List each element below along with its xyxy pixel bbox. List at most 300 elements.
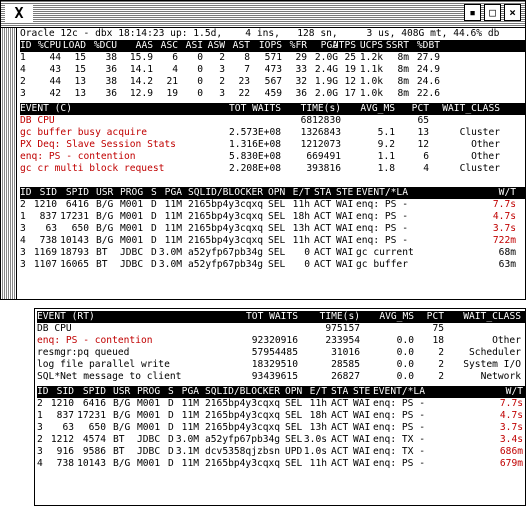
cell: 26827 bbox=[331, 371, 360, 382]
cell: 2165bp4y3cqxq bbox=[205, 398, 281, 409]
cell: 2165bp4y3cqxq bbox=[205, 422, 281, 433]
cell: WAI bbox=[336, 223, 354, 234]
cell: 9586 bbox=[82, 446, 106, 457]
column-header: E/T bbox=[292, 187, 310, 198]
cell: 17 bbox=[344, 88, 356, 99]
column-header: PGA bbox=[320, 40, 338, 51]
cell: 1212073 bbox=[300, 139, 341, 150]
instance-table-header bbox=[20, 40, 525, 52]
cell: 1.2k bbox=[359, 52, 383, 63]
cell: 11h bbox=[309, 458, 327, 469]
session-row bbox=[37, 446, 525, 458]
cell: 650 bbox=[88, 422, 106, 433]
cell: ACT bbox=[331, 458, 349, 469]
cell: 11h bbox=[292, 199, 310, 210]
cell: 459 bbox=[264, 88, 282, 99]
cell: M001 bbox=[120, 235, 144, 246]
cell: B/G bbox=[96, 199, 114, 210]
cell: 2165bp4y3cqxq bbox=[205, 458, 281, 469]
cell: WAI bbox=[353, 422, 371, 433]
column-header: STA bbox=[331, 386, 349, 397]
event-row bbox=[20, 151, 525, 163]
column-header: SID bbox=[56, 386, 74, 397]
cell: 11h bbox=[292, 235, 310, 246]
cell: 8 bbox=[244, 52, 250, 63]
cell: 23 bbox=[238, 76, 250, 87]
minimize-button[interactable]: ▪ bbox=[464, 4, 481, 21]
cell: M001 bbox=[137, 458, 161, 469]
session-row bbox=[20, 259, 525, 271]
cell: enq: TX - bbox=[373, 434, 425, 445]
cell: 5.830E+08 bbox=[229, 151, 281, 162]
column-header: S bbox=[168, 386, 174, 397]
cell: 8m bbox=[397, 64, 409, 75]
cell: SEL bbox=[285, 434, 303, 445]
cell: 3 bbox=[219, 88, 225, 99]
cell: 0 bbox=[304, 247, 310, 258]
cell: 12 bbox=[344, 76, 356, 87]
cell: ACT bbox=[331, 446, 349, 457]
cell: 11M bbox=[181, 398, 199, 409]
event-table-2 bbox=[37, 323, 525, 383]
cell: 393816 bbox=[306, 163, 341, 174]
cell: 2 bbox=[219, 52, 225, 63]
column-header: PROG bbox=[120, 187, 144, 198]
column-header: EVENT/*LA bbox=[356, 187, 408, 198]
session-row bbox=[37, 434, 525, 446]
cell: 3 bbox=[37, 446, 43, 457]
cell: 13 bbox=[74, 76, 86, 87]
cell: 567 bbox=[264, 76, 282, 87]
session-row bbox=[37, 398, 525, 410]
cell: D bbox=[151, 211, 157, 222]
cell: 1.316E+08 bbox=[229, 139, 281, 150]
cell: 11M bbox=[164, 235, 182, 246]
event-row bbox=[37, 347, 525, 359]
cell: enq: PS - bbox=[356, 211, 408, 222]
cell: M001 bbox=[120, 223, 144, 234]
cell: 63 bbox=[62, 422, 74, 433]
cell: 13 bbox=[74, 88, 86, 99]
cell: 15.9 bbox=[129, 52, 153, 63]
cell: a52yfp67pb34g bbox=[188, 259, 264, 270]
cell: a52yfp67pb34g bbox=[205, 434, 281, 445]
cell: 6 bbox=[172, 52, 178, 63]
cell: 1210 bbox=[50, 398, 74, 409]
cell: SEL bbox=[268, 259, 286, 270]
cell: 2.573E+08 bbox=[229, 127, 281, 138]
cell: 43 bbox=[49, 64, 61, 75]
cell: M001 bbox=[137, 410, 161, 421]
cell: 3.7s bbox=[492, 223, 516, 234]
cell: Other bbox=[471, 139, 500, 150]
cell: DB CPU bbox=[20, 115, 55, 126]
cell: 0.0 bbox=[396, 371, 414, 382]
cell: 38 bbox=[105, 76, 117, 87]
cell: DB CPU bbox=[37, 323, 72, 334]
cell: 4.7s bbox=[499, 410, 523, 421]
column-header: EVENT/*LA bbox=[373, 386, 425, 397]
cell: 0 bbox=[197, 52, 203, 63]
cell: 2 bbox=[438, 359, 444, 370]
column-header: AAS bbox=[135, 40, 153, 51]
close-button[interactable]: × bbox=[504, 4, 521, 21]
cell: 2165bp4y3cqxq bbox=[188, 211, 264, 222]
cell: JDBC bbox=[137, 434, 161, 445]
cell: WAI bbox=[336, 211, 354, 222]
cell: 8m bbox=[397, 76, 409, 87]
window-controls bbox=[464, 4, 521, 21]
cell: 1 bbox=[20, 211, 26, 222]
cell: gc buffer busy acquire bbox=[20, 127, 148, 138]
column-header: WAIT_CLASS bbox=[463, 311, 521, 322]
cell: 0.0 bbox=[396, 335, 414, 346]
event-row bbox=[20, 127, 525, 139]
cell: 38 bbox=[105, 52, 117, 63]
column-header: ASC bbox=[160, 40, 178, 51]
cell: SEL bbox=[285, 458, 303, 469]
session-row bbox=[37, 422, 525, 434]
cell: 1.0k bbox=[359, 76, 383, 87]
cell: Cluster bbox=[459, 127, 500, 138]
cell: 3 bbox=[37, 422, 43, 433]
cell: 4574 bbox=[82, 434, 106, 445]
column-header: TOT WAITS bbox=[229, 103, 281, 114]
cell: ACT bbox=[314, 211, 332, 222]
cell: ACT bbox=[331, 410, 349, 421]
cell: 3.0M bbox=[158, 247, 182, 258]
column-header: SSRT bbox=[385, 40, 409, 51]
cell: JDBC bbox=[120, 247, 144, 258]
column-header: EVENT (C) bbox=[20, 103, 72, 114]
column-header: STA bbox=[314, 187, 332, 198]
column-header: W/T bbox=[505, 386, 523, 397]
cell: 669491 bbox=[306, 151, 341, 162]
cell: 17231 bbox=[60, 211, 89, 222]
instance-table bbox=[20, 52, 525, 100]
cell: 15 bbox=[74, 52, 86, 63]
cell: 17231 bbox=[77, 410, 106, 421]
cell: 2.0G bbox=[314, 52, 338, 63]
cell: ACT bbox=[331, 422, 349, 433]
cell: Other bbox=[492, 335, 521, 346]
cell: D bbox=[168, 458, 174, 469]
cell: 3 bbox=[219, 64, 225, 75]
event-table-header-2 bbox=[37, 311, 525, 323]
cell: M001 bbox=[120, 199, 144, 210]
cell: BT bbox=[96, 247, 108, 258]
cell: 18329510 bbox=[251, 359, 298, 370]
cell: 31016 bbox=[331, 347, 360, 358]
cell: dcv5358qjzbsn bbox=[205, 446, 281, 457]
cell: 2 bbox=[20, 199, 26, 210]
title-bar[interactable] bbox=[1, 1, 525, 28]
cell: 0 bbox=[197, 76, 203, 87]
cell: 1326843 bbox=[300, 127, 341, 138]
column-header: TIME(s) bbox=[300, 103, 341, 114]
cell: 11h bbox=[309, 398, 327, 409]
cell: enq: PS - contention bbox=[20, 151, 136, 162]
cell: 27.9 bbox=[416, 52, 440, 63]
cell: 4 bbox=[172, 64, 178, 75]
column-header: STE bbox=[353, 386, 371, 397]
bottom-window bbox=[34, 308, 526, 506]
cell: gc current bbox=[356, 247, 414, 258]
column-header: %FR bbox=[289, 40, 307, 51]
cell: 0 bbox=[304, 259, 310, 270]
cell: 1.0k bbox=[359, 88, 383, 99]
cell: 16065 bbox=[60, 259, 89, 270]
cell: SEL bbox=[268, 223, 286, 234]
column-header: AVG_MS bbox=[379, 311, 414, 322]
cell: 33 bbox=[295, 64, 307, 75]
cell: 686m bbox=[499, 446, 523, 457]
cell: SEL bbox=[285, 422, 303, 433]
column-header: LOAD bbox=[62, 40, 86, 51]
cell: 22.6 bbox=[416, 88, 440, 99]
terminal-content bbox=[20, 28, 525, 299]
cell: 1 bbox=[37, 410, 43, 421]
cell: 3.7s bbox=[499, 422, 523, 433]
column-header: OPN bbox=[285, 386, 303, 397]
column-header: %DBT bbox=[416, 40, 440, 51]
cell: 36 bbox=[295, 88, 307, 99]
cell: 975157 bbox=[325, 323, 360, 334]
cell: 1210 bbox=[33, 199, 57, 210]
cell: M001 bbox=[137, 398, 161, 409]
session-row bbox=[20, 199, 525, 211]
event-row bbox=[37, 371, 525, 383]
cell: 10143 bbox=[60, 235, 89, 246]
session-row bbox=[20, 223, 525, 235]
cell: 2.4G bbox=[314, 64, 338, 75]
cell: 1 bbox=[20, 52, 26, 63]
cell: 7 bbox=[244, 64, 250, 75]
cell: enq: PS - bbox=[356, 223, 408, 234]
cell: 11M bbox=[181, 422, 199, 433]
cell: 12.9 bbox=[129, 88, 153, 99]
cell: 29 bbox=[295, 52, 307, 63]
session-row bbox=[20, 235, 525, 247]
cell: 13 bbox=[417, 127, 429, 138]
cell: 22 bbox=[238, 88, 250, 99]
column-header: PROG bbox=[137, 386, 161, 397]
cell: System I/O bbox=[463, 359, 521, 370]
cell: WAI bbox=[353, 410, 371, 421]
cell: 13h bbox=[292, 223, 310, 234]
column-header: PGA bbox=[181, 386, 199, 397]
cell: 650 bbox=[71, 223, 89, 234]
cell: D bbox=[168, 422, 174, 433]
cell: 4 bbox=[423, 163, 429, 174]
cell: 2165bp4y3cqxq bbox=[205, 410, 281, 421]
session-row bbox=[37, 410, 525, 422]
column-header: WAIT_CLASS bbox=[442, 103, 500, 114]
cell: 63 bbox=[45, 223, 57, 234]
column-header: ASI bbox=[185, 40, 203, 51]
column-header: %DCU bbox=[93, 40, 117, 51]
event-row bbox=[20, 163, 525, 175]
session-table-header-2 bbox=[37, 386, 525, 398]
cell: enq: TX - bbox=[373, 446, 425, 457]
cell: 24.9 bbox=[416, 64, 440, 75]
cell: D bbox=[151, 247, 157, 258]
column-header: IOPS bbox=[258, 40, 282, 51]
cell: B/G bbox=[113, 410, 131, 421]
cell: a52yfp67pb34g bbox=[188, 247, 264, 258]
cell: 75 bbox=[432, 323, 444, 334]
cell: 93439615 bbox=[251, 371, 298, 382]
cell: 11M bbox=[164, 211, 182, 222]
column-header: TIME(s) bbox=[319, 311, 360, 322]
cell: 3.0s bbox=[303, 434, 327, 445]
cell: D bbox=[168, 446, 174, 457]
cell: 32 bbox=[295, 76, 307, 87]
cell: enq: PS - contention bbox=[37, 335, 153, 346]
cell: 11M bbox=[164, 199, 182, 210]
cell: 6416 bbox=[82, 398, 106, 409]
cell: M001 bbox=[120, 211, 144, 222]
cell: WAI bbox=[336, 259, 354, 270]
column-header: ID bbox=[20, 187, 32, 198]
column-header: SPID bbox=[65, 187, 89, 198]
cell: 571 bbox=[264, 52, 282, 63]
column-header: TOT WAITS bbox=[246, 311, 298, 322]
session-table-header bbox=[20, 187, 525, 199]
cell: 57954485 bbox=[251, 347, 298, 358]
cell: Network bbox=[480, 371, 521, 382]
cell: 36 bbox=[105, 88, 117, 99]
cell: enq: PS - bbox=[356, 235, 408, 246]
cell: 3.0M bbox=[158, 259, 182, 270]
cell: 2 bbox=[438, 371, 444, 382]
cell: JDBC bbox=[120, 259, 144, 270]
cell: enq: PS - bbox=[356, 199, 408, 210]
cell: 837 bbox=[56, 410, 74, 421]
table-row bbox=[20, 64, 525, 76]
cell: 2 bbox=[438, 347, 444, 358]
cell: 36 bbox=[105, 64, 117, 75]
session-row bbox=[20, 247, 525, 259]
scrollbar[interactable] bbox=[1, 28, 17, 299]
cell: 2 bbox=[20, 76, 26, 87]
cell: 2.208E+08 bbox=[229, 163, 281, 174]
session-row bbox=[37, 458, 525, 470]
event-table-header bbox=[20, 103, 525, 115]
cell: 15 bbox=[74, 64, 86, 75]
cell: 2 bbox=[37, 398, 43, 409]
cell: 0 bbox=[197, 88, 203, 99]
column-header: %CPU bbox=[37, 40, 61, 51]
cell: D bbox=[168, 410, 174, 421]
cell: BT bbox=[113, 434, 125, 445]
cell: D bbox=[168, 398, 174, 409]
cell: 1.1 bbox=[377, 151, 395, 162]
column-header: USR bbox=[113, 386, 131, 397]
x-logo-icon[interactable]: X bbox=[5, 4, 33, 22]
cell: 44 bbox=[49, 52, 61, 63]
column-header: PCT bbox=[411, 103, 429, 114]
column-header: AST bbox=[232, 40, 250, 51]
cell: 42 bbox=[49, 88, 61, 99]
cell: SEL bbox=[268, 199, 286, 210]
cell: 7.7s bbox=[492, 199, 516, 210]
cell: 1.1k bbox=[359, 64, 383, 75]
cell: 837 bbox=[39, 211, 57, 222]
cell: 5.1 bbox=[377, 127, 395, 138]
cell: D bbox=[151, 259, 157, 270]
cell: 18h bbox=[309, 410, 327, 421]
cell: WAI bbox=[336, 247, 354, 258]
cell: 92320916 bbox=[251, 335, 298, 346]
cell: 3.1M bbox=[175, 446, 199, 457]
cell: 3 bbox=[20, 88, 26, 99]
cell: 1.0s bbox=[303, 446, 327, 457]
cell: 722m bbox=[492, 235, 516, 246]
cell: SEL bbox=[285, 398, 303, 409]
column-header: OPN bbox=[268, 187, 286, 198]
cell: gc cr multi block request bbox=[20, 163, 165, 174]
cell: WAI bbox=[353, 446, 371, 457]
cell: B/G bbox=[113, 422, 131, 433]
column-header: E/T bbox=[309, 386, 327, 397]
cell: 11M bbox=[164, 223, 182, 234]
cell: 916 bbox=[56, 446, 74, 457]
cell: WAI bbox=[336, 199, 354, 210]
session-table-2 bbox=[37, 398, 525, 470]
event-row bbox=[20, 139, 525, 151]
cell: 2165bp4y3cqxq bbox=[188, 235, 264, 246]
cell: BT bbox=[96, 259, 108, 270]
cell: 2 bbox=[37, 434, 43, 445]
cell: 11M bbox=[181, 410, 199, 421]
cell: 3.0M bbox=[175, 434, 199, 445]
cell: 1107 bbox=[33, 259, 57, 270]
column-header: SQLID/BLOCKER bbox=[205, 386, 281, 397]
cell: 44 bbox=[49, 76, 61, 87]
cell: Scheduler bbox=[469, 347, 521, 358]
cell: SEL bbox=[268, 247, 286, 258]
cell: M001 bbox=[137, 422, 161, 433]
cell: 14.2 bbox=[129, 76, 153, 87]
cell: 738 bbox=[39, 235, 57, 246]
column-header: USR bbox=[96, 187, 114, 198]
cell: 1.9G bbox=[314, 76, 338, 87]
cell: ACT bbox=[314, 223, 332, 234]
cell: enq: PS - bbox=[373, 398, 425, 409]
cell: 25 bbox=[344, 52, 356, 63]
cell: 4 bbox=[37, 458, 43, 469]
cell: enq: PS - bbox=[373, 458, 425, 469]
cell: 11M bbox=[181, 458, 199, 469]
cell: 65 bbox=[417, 115, 429, 126]
cell: resmgr:pq queued bbox=[37, 347, 130, 358]
cell: 3 bbox=[20, 247, 26, 258]
cell: 7.7s bbox=[499, 398, 523, 409]
terminal-content-2 bbox=[37, 311, 525, 505]
column-header: S bbox=[151, 187, 157, 198]
cell: 3.4s bbox=[499, 434, 523, 445]
maximize-button[interactable]: □ bbox=[484, 4, 501, 21]
column-header: SPID bbox=[82, 386, 106, 397]
cell: 1.8 bbox=[377, 163, 395, 174]
cell: D bbox=[151, 223, 157, 234]
column-header: PGA bbox=[164, 187, 182, 198]
column-header: PCT bbox=[426, 311, 444, 322]
cell: 2165bp4y3cqxq bbox=[188, 223, 264, 234]
cell: WAI bbox=[353, 398, 371, 409]
cell: 13h bbox=[309, 422, 327, 433]
